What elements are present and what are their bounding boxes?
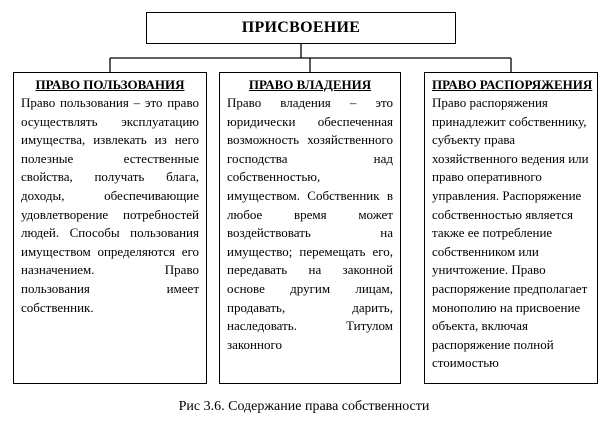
box-text-use: Право пользования – это право осуществлять эксплуатацию имущества, извлекать из него полезные естественные свойства, получать блага, доходы, обеспечивающие удовлетворение потребностей людей. Способы пользования имуществом определяются его назначением. Право пользования имеет собственник.: [21, 95, 199, 315]
root-title: ПРИСВОЕНИЕ: [241, 19, 361, 36]
box-text-possession: Право владения – это юридически обеспеченная возможность хозяйственного господства над собственностью, имуществом. Собственник в любое время может воздействовать на имущество; перемещать его, передавать на законной основе другим лицам, продавать, дарить, наследовать. Титулом законного: [227, 95, 393, 352]
box-text-disposal: Право распоряжения принадлежит собственнику, субъекту права хозяйственного ведения или право оперативного управления. Распоряжение собственностью является также ее потребление собственником или уничтожение. Право распоряжение предполагает монополию на присвоение объекта, включая распоряжение полной стоимостью: [432, 95, 589, 371]
box-right-of-use: [13, 72, 207, 384]
root-box-appropriation: [146, 12, 456, 44]
box-heading-possession: ПРАВО ВЛАДЕНИЯ: [248, 77, 372, 92]
box-heading-disposal: ПРАВО РАСПОРЯЖЕНИЯ: [432, 77, 593, 92]
box-right-of-disposal: [424, 72, 598, 384]
figure-caption: Рис 3.6. Содержание права собственности: [178, 399, 430, 414]
box-heading-use: ПРАВО ПОЛЬЗОВАНИЯ: [35, 77, 185, 92]
box-right-of-possession: [219, 72, 401, 384]
